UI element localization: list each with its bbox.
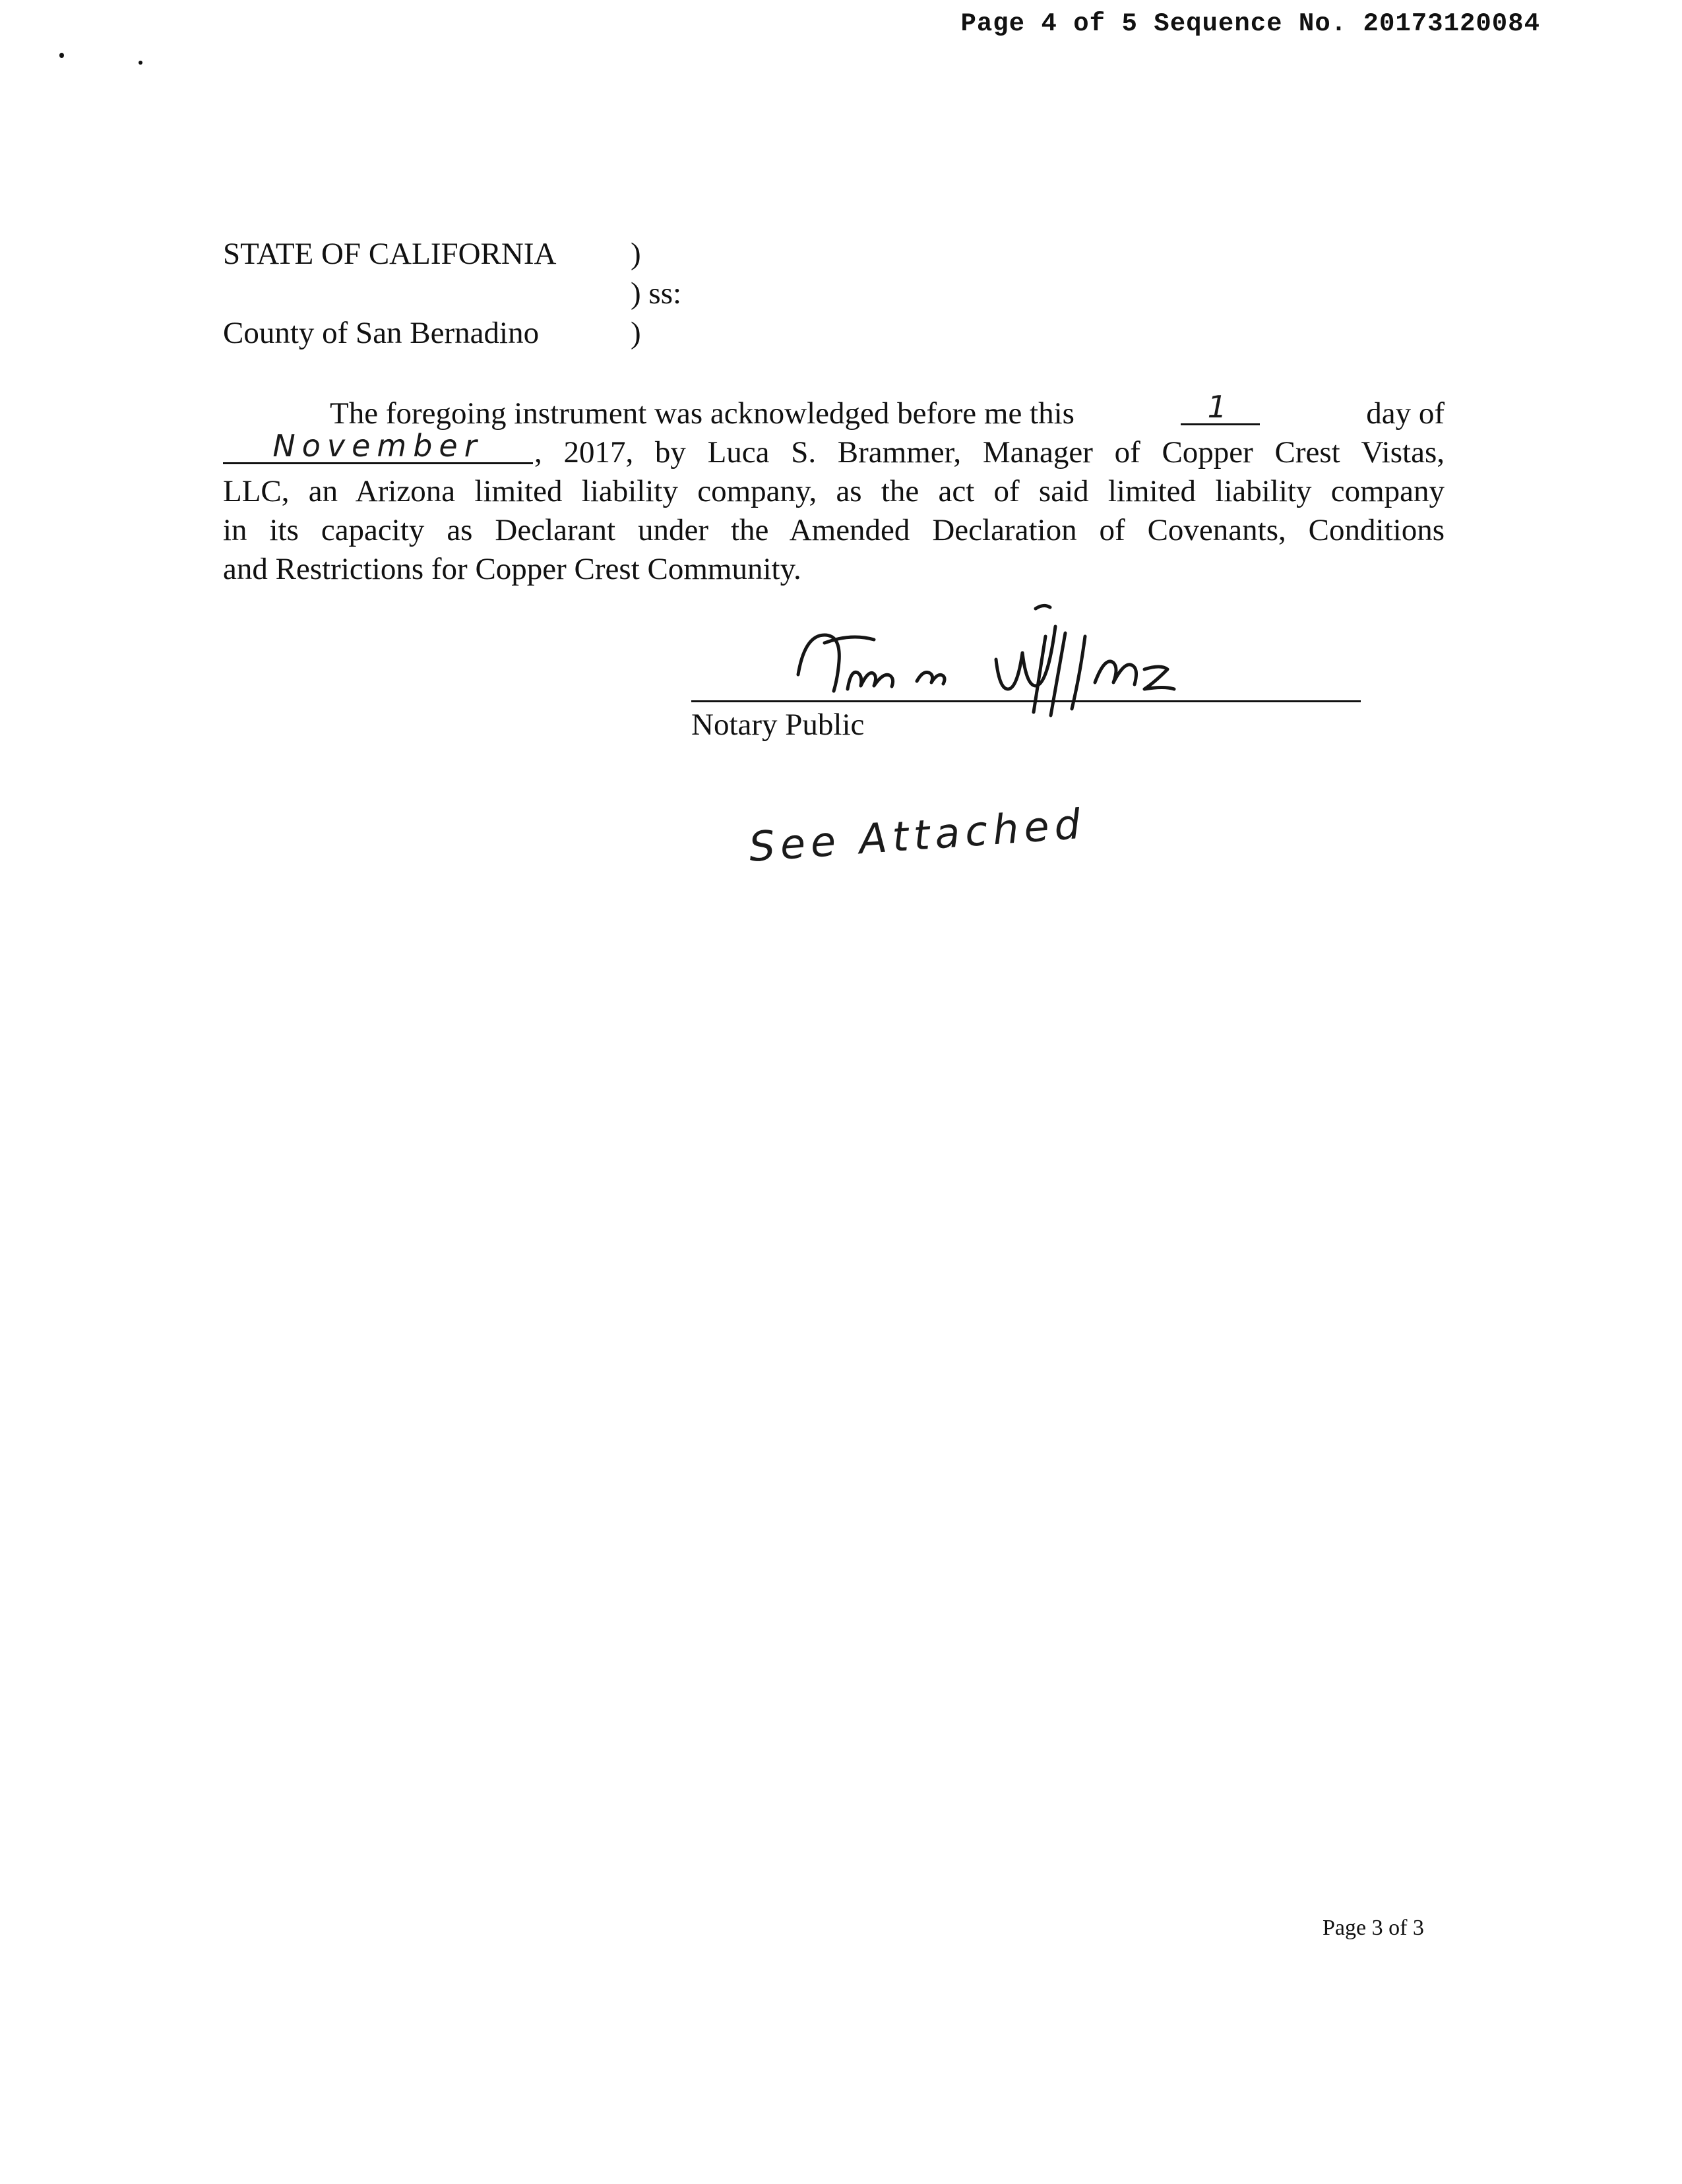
handwritten-month: November [272,428,483,464]
ack-line2-rest: , 2017, by Luca S. Brammer, Manager of Copper Crest Vistas, [534,435,1445,470]
notary-public-label: Notary Public [691,708,865,742]
venue-block [223,234,682,353]
handwritten-day: 1 [1207,389,1233,425]
day-blank [1181,389,1260,425]
ack-line-4 [223,511,1445,550]
ack-line4-text: in its capacity as Declarant under the Amended Declaration of Covenants, Conditions [223,513,1445,547]
acknowledgment-paragraph [223,389,1445,589]
page-sequence-header: Page 4 of 5 Sequence No. 20173120084 [960,9,1540,38]
ack-line-3 [223,472,1445,511]
scan-speck [139,61,142,65]
month-blank [223,428,533,464]
ack-line3-text: LLC, an Arizona limited liability company, as the act of said limited liability company [223,474,1445,508]
ack-line1-start: The foregoing instrument was acknowledged before me this [330,396,1075,431]
ack-line1-end: day of [1366,396,1445,431]
ack-line-2 [223,428,1445,472]
footer-page-number: Page 3 of 3 [1323,1916,1424,1940]
venue-paren: ) [631,316,641,350]
scan-speck [59,53,64,58]
notary-signature [785,597,1247,722]
venue-paren: ) [631,237,641,271]
handwritten-see-attached: See Attached [747,799,1088,871]
venue-ss: ) ss: [631,276,682,311]
ack-line5-text: and Restrictions for Copper Crest Community. [223,552,801,586]
venue-state: STATE OF CALIFORNIA [223,237,557,271]
ack-line-5 [223,550,1445,589]
signature-line [691,700,1361,702]
venue-county: County of San Bernadino [223,316,540,350]
